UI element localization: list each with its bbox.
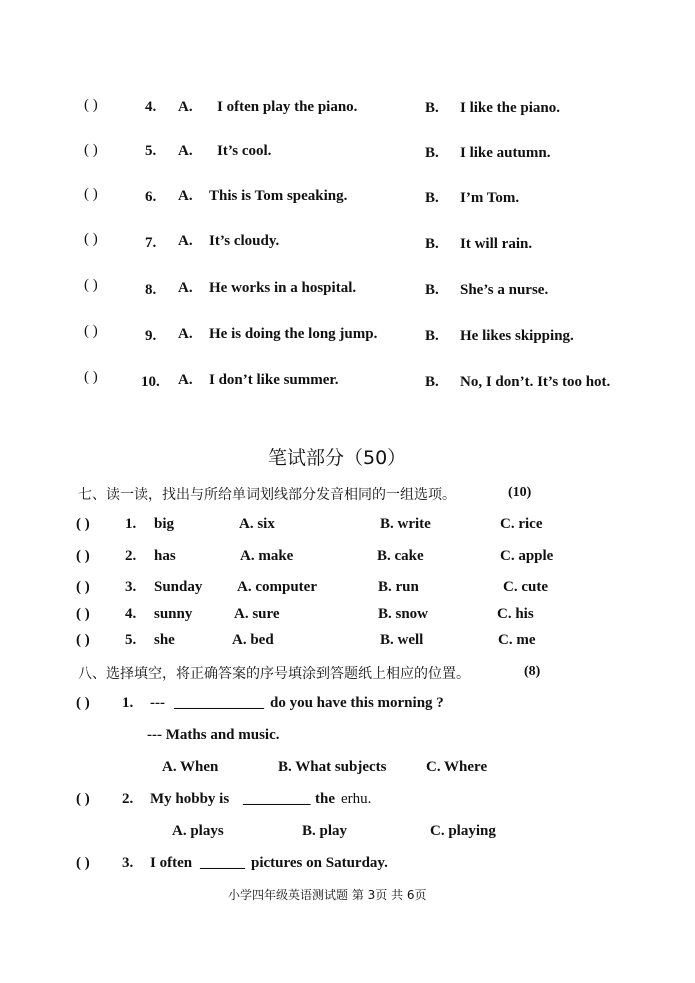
option-a-text: I often play the piano.	[217, 99, 358, 115]
option-b: B. snow	[378, 606, 429, 622]
answer-paren[interactable]: ( )	[76, 606, 90, 622]
option-b: B. What subjects	[278, 759, 387, 775]
option-b-text: It will rain.	[460, 236, 533, 252]
written-section-title: 笔试部分（50）	[268, 447, 407, 469]
answer-paren[interactable]: ( )	[84, 277, 98, 293]
option-a-text: This is Tom speaking.	[209, 188, 348, 204]
question-number: 2.	[122, 791, 134, 807]
answer-paren[interactable]: ( )	[76, 632, 90, 648]
answer-paren[interactable]: ( )	[76, 579, 90, 595]
answer-paren[interactable]: ( )	[76, 855, 90, 871]
given-word: she	[154, 632, 175, 648]
answer-paren[interactable]: ( )	[76, 516, 90, 532]
option-b-text: No, I don’t. It’s too hot.	[460, 374, 611, 390]
question-stem: pictures on Saturday.	[251, 855, 388, 871]
option-a: A. computer	[237, 579, 317, 595]
answer-paren[interactable]: ( )	[84, 369, 98, 385]
answer-blank: _________	[243, 791, 311, 807]
section-score: (10)	[508, 485, 532, 500]
given-word: Sunday	[154, 579, 203, 595]
section-score: (8)	[524, 664, 541, 679]
option-a-text: He works in a hospital.	[209, 280, 357, 296]
question-stem: My hobby is	[150, 791, 230, 807]
option-c: C. me	[498, 632, 536, 648]
answer-paren[interactable]: ( )	[84, 142, 98, 158]
answer-paren[interactable]: ( )	[76, 548, 90, 564]
option-b-label: B.	[425, 328, 439, 344]
option-a-text: I don’t like summer.	[209, 372, 339, 388]
option-a-label: A.	[178, 326, 193, 342]
option-a-text: It’s cloudy.	[209, 233, 280, 249]
question-number: 8.	[145, 282, 157, 298]
option-b: B. write	[380, 516, 431, 532]
option-a-label: A.	[178, 188, 193, 204]
question-number: 2.	[125, 548, 137, 564]
option-a-text: He is doing the long jump.	[209, 326, 378, 342]
question-stem: the	[315, 791, 335, 807]
answer-paren[interactable]: ( )	[84, 323, 98, 339]
option-a: A. When	[162, 759, 219, 775]
option-b-label: B.	[425, 100, 439, 116]
dialogue-answer: --- Maths and music.	[147, 727, 280, 743]
section-heading: 八、选择填空，将正确答案的序号填涂到答题纸上相应的位置。	[78, 666, 470, 682]
question-number: 5.	[145, 143, 157, 159]
question-stem: do you have this morning ?	[270, 695, 444, 711]
question-number: 3.	[122, 855, 134, 871]
option-b: B. cake	[377, 548, 424, 564]
option-b-label: B.	[425, 236, 439, 252]
option-a: A. make	[240, 548, 294, 564]
option-b-label: B.	[425, 282, 439, 298]
option-c: C. Where	[426, 759, 488, 775]
question-number: 10.	[141, 374, 160, 390]
answer-blank: ____________	[174, 695, 264, 711]
option-b-label: B.	[425, 145, 439, 161]
question-stem: I often	[150, 855, 193, 871]
option-b-text: I’m Tom.	[460, 190, 520, 206]
option-b: B. run	[378, 579, 419, 595]
option-a-text: It’s cool.	[217, 143, 272, 159]
question-number: 1.	[125, 516, 137, 532]
answer-paren[interactable]: ( )	[76, 791, 90, 807]
question-stem: ---	[150, 695, 165, 711]
option-b: B. well	[380, 632, 424, 648]
answer-paren[interactable]: ( )	[84, 97, 98, 113]
option-a: A. bed	[232, 632, 274, 648]
option-c: C. apple	[500, 548, 554, 564]
question-number: 6.	[145, 189, 157, 205]
option-b-text: I like the piano.	[460, 100, 561, 116]
option-a: A. plays	[172, 823, 224, 839]
answer-paren[interactable]: ( )	[84, 186, 98, 202]
option-a-label: A.	[178, 280, 193, 296]
question-stem: erhu.	[341, 791, 372, 807]
option-b-text: I like autumn.	[460, 145, 551, 161]
answer-blank: ______	[200, 855, 245, 871]
given-word: has	[154, 548, 176, 564]
option-a-label: A.	[178, 233, 193, 249]
option-a-label: A.	[178, 372, 193, 388]
question-number: 1.	[122, 695, 134, 711]
question-number: 3.	[125, 579, 137, 595]
option-a: A. sure	[234, 606, 280, 622]
question-number: 5.	[125, 632, 137, 648]
question-number: 4.	[145, 99, 157, 115]
option-a-label: A.	[178, 143, 193, 159]
option-c: C. cute	[503, 579, 548, 595]
option-c: C. playing	[430, 823, 496, 839]
page-footer: 小学四年级英语测试题 第 3页 共 6页	[228, 888, 427, 902]
option-a-label: A.	[178, 99, 193, 115]
given-word: sunny	[154, 606, 193, 622]
option-c: C. his	[497, 606, 534, 622]
answer-paren[interactable]: ( )	[84, 231, 98, 247]
question-number: 7.	[145, 235, 157, 251]
given-word: big	[154, 516, 175, 532]
answer-paren[interactable]: ( )	[76, 695, 90, 711]
option-b-text: She’s a nurse.	[460, 282, 549, 298]
option-b-label: B.	[425, 190, 439, 206]
option-b-text: He likes skipping.	[460, 328, 574, 344]
section-heading: 七、读一读，找出与所给单词划线部分发音相同的一组选项。	[78, 487, 456, 503]
question-number: 9.	[145, 328, 157, 344]
question-number: 4.	[125, 606, 137, 622]
option-a: A. six	[239, 516, 275, 532]
option-b: B. play	[302, 823, 348, 839]
option-c: C. rice	[500, 516, 543, 532]
option-b-label: B.	[425, 374, 439, 390]
